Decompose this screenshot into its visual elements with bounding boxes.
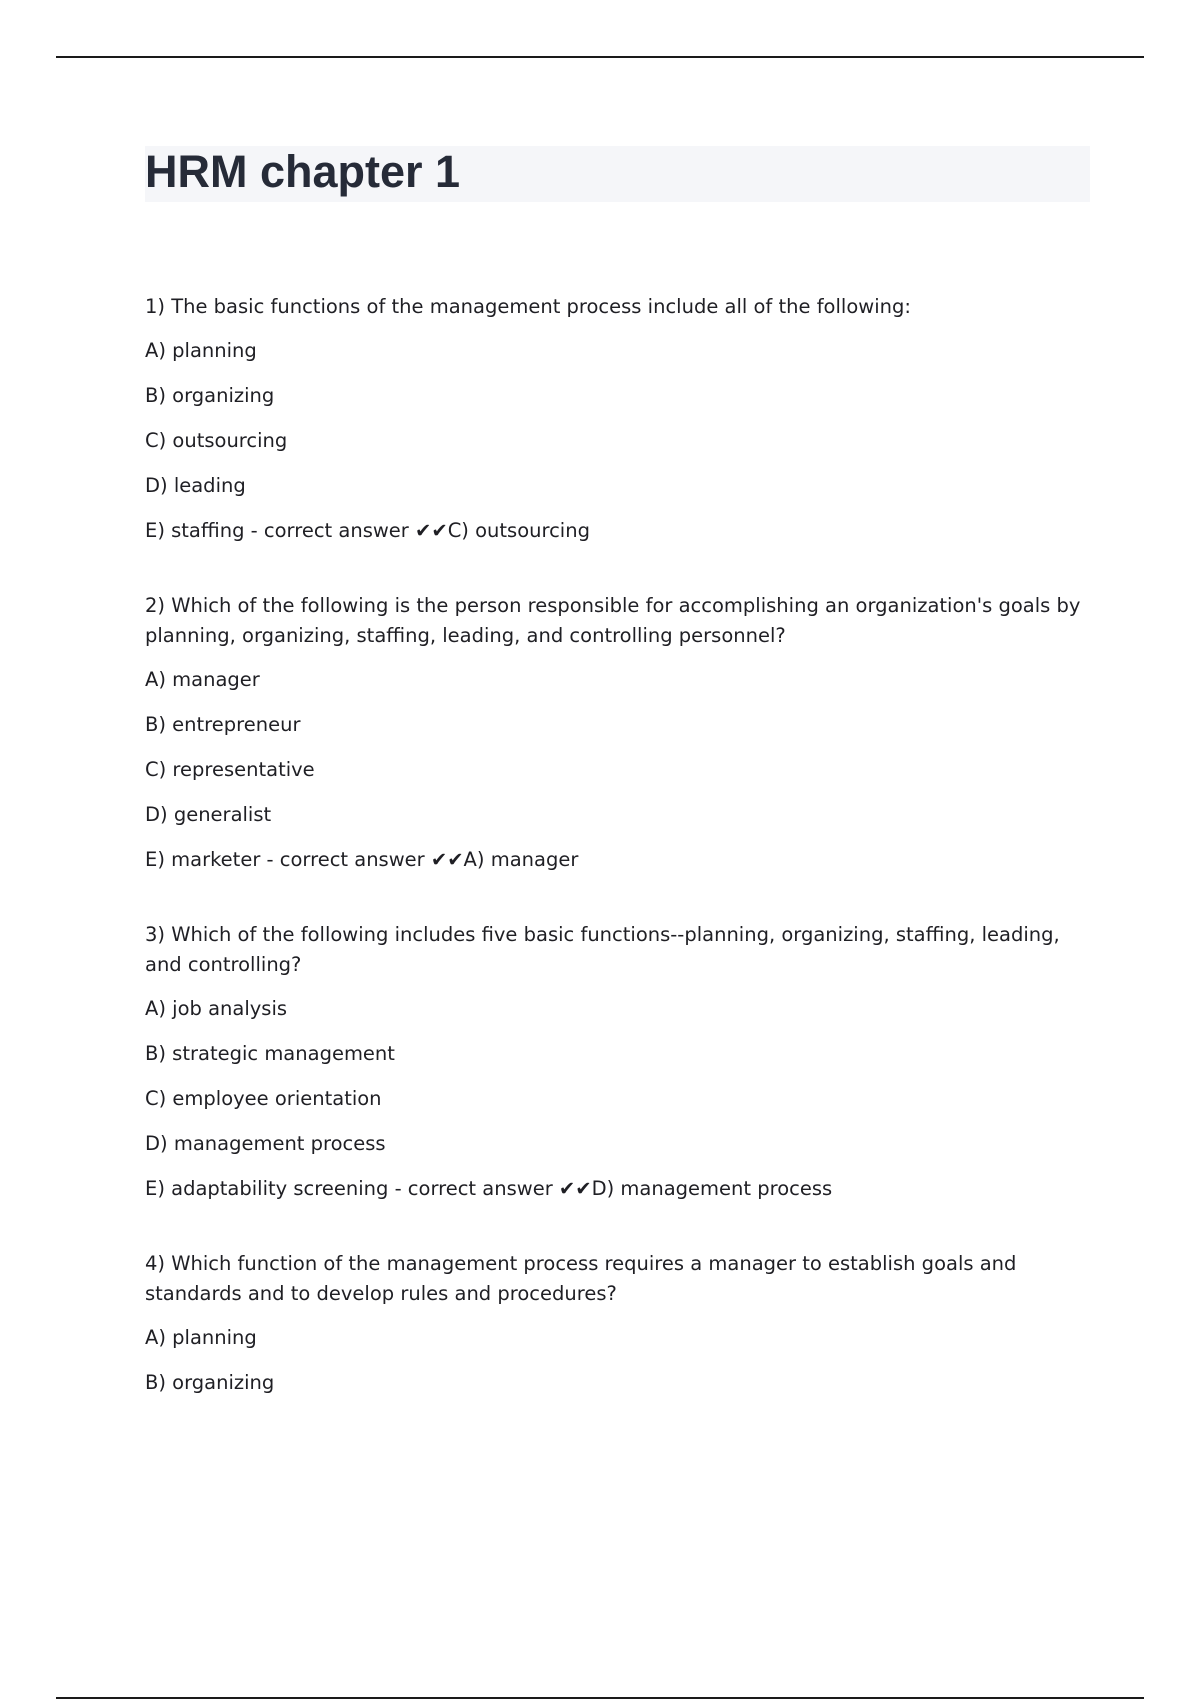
question-list — [145, 292, 1090, 1443]
answer-option-c: C) representative — [145, 758, 315, 781]
answer-option-c: C) outsourcing — [145, 429, 288, 452]
answer-option-a: A) planning — [145, 1326, 257, 1349]
answer-option-a: A) planning — [145, 339, 257, 362]
answer-option-d: D) generalist — [145, 803, 272, 826]
answer-option-b: B) strategic management — [145, 1042, 395, 1065]
answer-option-c: C) employee orientation — [145, 1087, 382, 1110]
answer-option-b: B) organizing — [145, 384, 275, 407]
question-2 — [145, 591, 1090, 875]
question-3 — [145, 920, 1090, 1204]
question-1 — [145, 292, 1090, 546]
bottom-rule — [56, 1697, 1144, 1699]
top-rule — [56, 56, 1144, 58]
question-text: 1) The basic functions of the management process include all of the following: — [145, 295, 911, 318]
answer-option-e-with-key: E) marketer - correct answer ✔✔A) manager — [145, 848, 579, 871]
answer-option-d: D) leading — [145, 474, 246, 497]
page-title: HRM chapter 1 — [145, 146, 461, 197]
question-4 — [145, 1249, 1090, 1398]
question-text: 4) Which function of the management process requires a manager to establish goals and standards and to develop rules and procedures? — [145, 1252, 1017, 1305]
answer-option-a: A) job analysis — [145, 997, 288, 1020]
answer-option-e-with-key: E) staffing - correct answer ✔✔C) outsourcing — [145, 519, 590, 542]
answer-option-b: B) organizing — [145, 1371, 275, 1394]
answer-option-b: B) entrepreneur — [145, 713, 301, 736]
answer-option-e-with-key: E) adaptability screening - correct answer ✔✔D) management process — [145, 1177, 833, 1200]
answer-option-d: D) management process — [145, 1132, 386, 1155]
question-text: 3) Which of the following includes five basic functions--planning, organizing, staffing, leading, and controlling? — [145, 923, 1060, 976]
answer-option-a: A) manager — [145, 668, 260, 691]
question-text: 2) Which of the following is the person responsible for accomplishing an organization's goals by planning, organizing, staffing, leading, and controlling personnel? — [145, 594, 1081, 647]
